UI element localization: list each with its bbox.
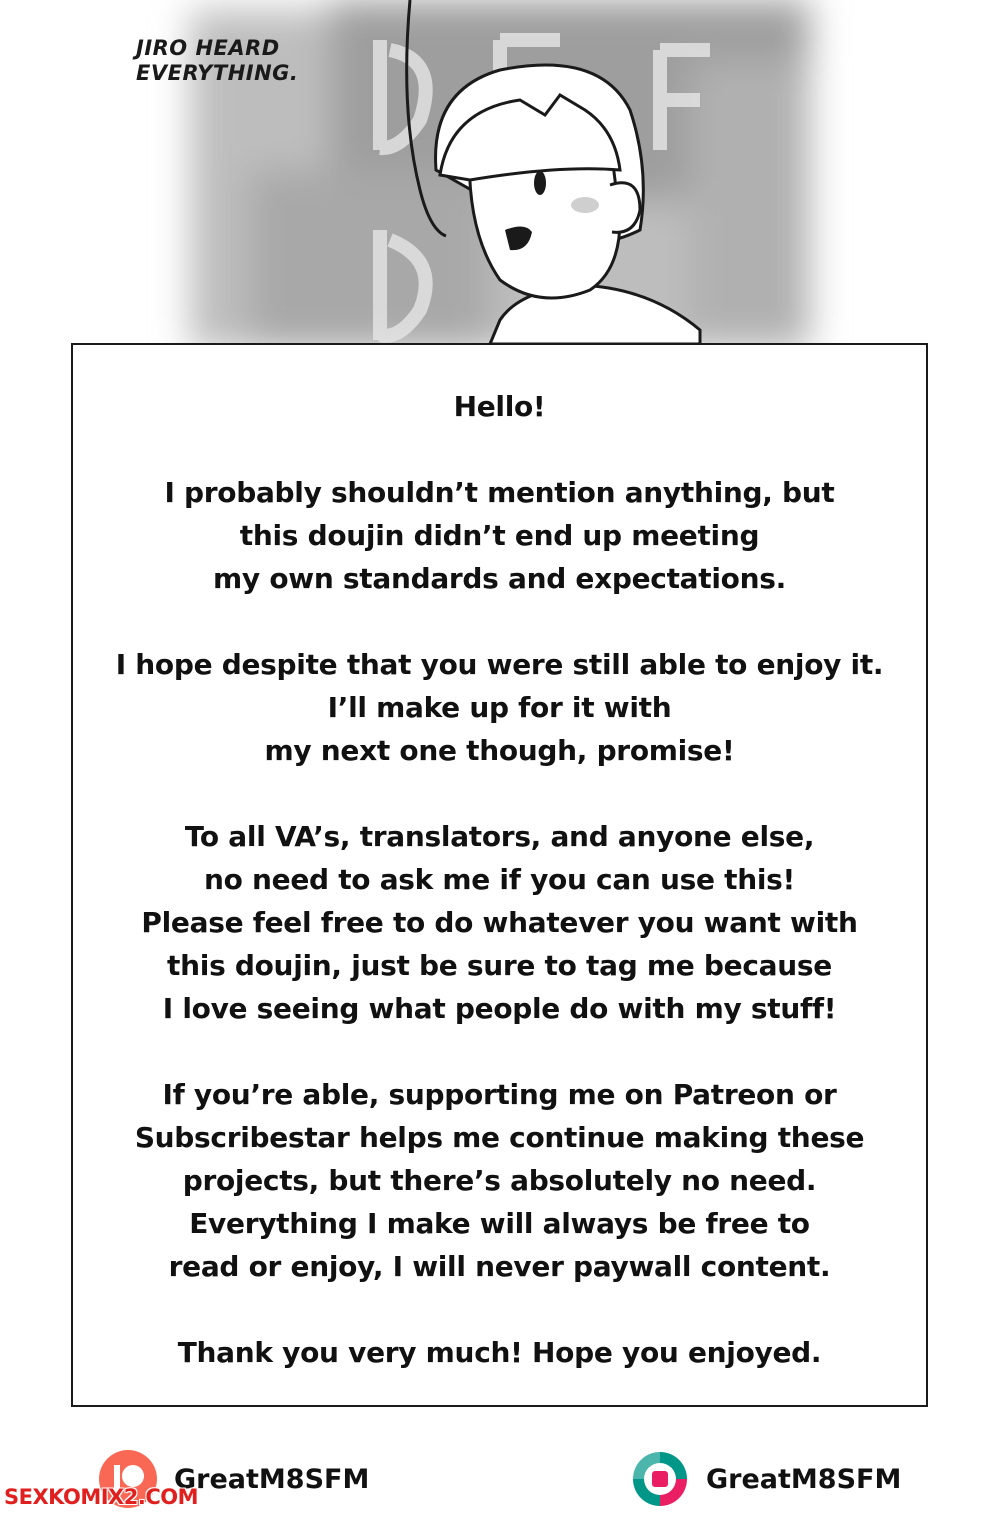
letter-line: Thank you very much! Hope you enjoyed. [177, 1336, 822, 1369]
letter-paragraph [73, 471, 926, 600]
site-watermark: SEXKOMIX2.COM [4, 1485, 198, 1509]
letter-line: Everything I make will always be free to [189, 1207, 810, 1240]
letter-line: Subscribestar helps me continue making these [134, 1121, 865, 1154]
letter-paragraph [73, 385, 926, 428]
letter-line: I probably shouldn’t mention anything, but [164, 476, 835, 509]
letter-line: my own standards and expectations. [213, 562, 786, 595]
letter-line: I love seeing what people do with my stuff! [162, 992, 837, 1025]
letter-line: this doujin, just be sure to tag me because [167, 949, 832, 982]
letter-line: Please feel free to do whatever you want with [141, 906, 858, 939]
letter-paragraph [73, 1073, 926, 1288]
letter-line: I’ll make up for it with [327, 691, 672, 724]
character-ear [610, 183, 640, 233]
letter-line: no need to ask me if you can use this! [204, 863, 795, 896]
letter-line: this doujin didn’t end up meeting [239, 519, 760, 552]
letter-line: I hope despite that you were still able to enjoy it. [115, 648, 884, 681]
letter-line: projects, but there’s absolutely no need. [182, 1164, 817, 1197]
panel-caption: JIRO HEARD EVERYTHING. [136, 36, 299, 85]
letter-text [73, 385, 926, 1374]
letter-paragraph [73, 643, 926, 772]
character-eye [534, 171, 546, 195]
letter-line: Hello! [453, 390, 546, 423]
character-blush [571, 197, 599, 213]
letter-box [71, 343, 928, 1407]
letter-paragraph [73, 815, 926, 1030]
subscribestar-icon [630, 1449, 690, 1509]
patreon-handle: GreatM8SFM [174, 1463, 370, 1495]
comic-panel [0, 0, 1001, 344]
letter-paragraph [73, 1331, 926, 1374]
subscribestar-link[interactable] [630, 1448, 901, 1510]
subscribestar-handle: GreatM8SFM [706, 1463, 902, 1495]
letter-line: If you’re able, supporting me on Patreon or [162, 1078, 837, 1111]
letter-line: my next one though, promise! [264, 734, 735, 767]
letter-line: read or enjoy, I will never paywall content. [168, 1250, 831, 1283]
letter-line: To all VA’s, translators, and anyone else, [184, 820, 815, 853]
